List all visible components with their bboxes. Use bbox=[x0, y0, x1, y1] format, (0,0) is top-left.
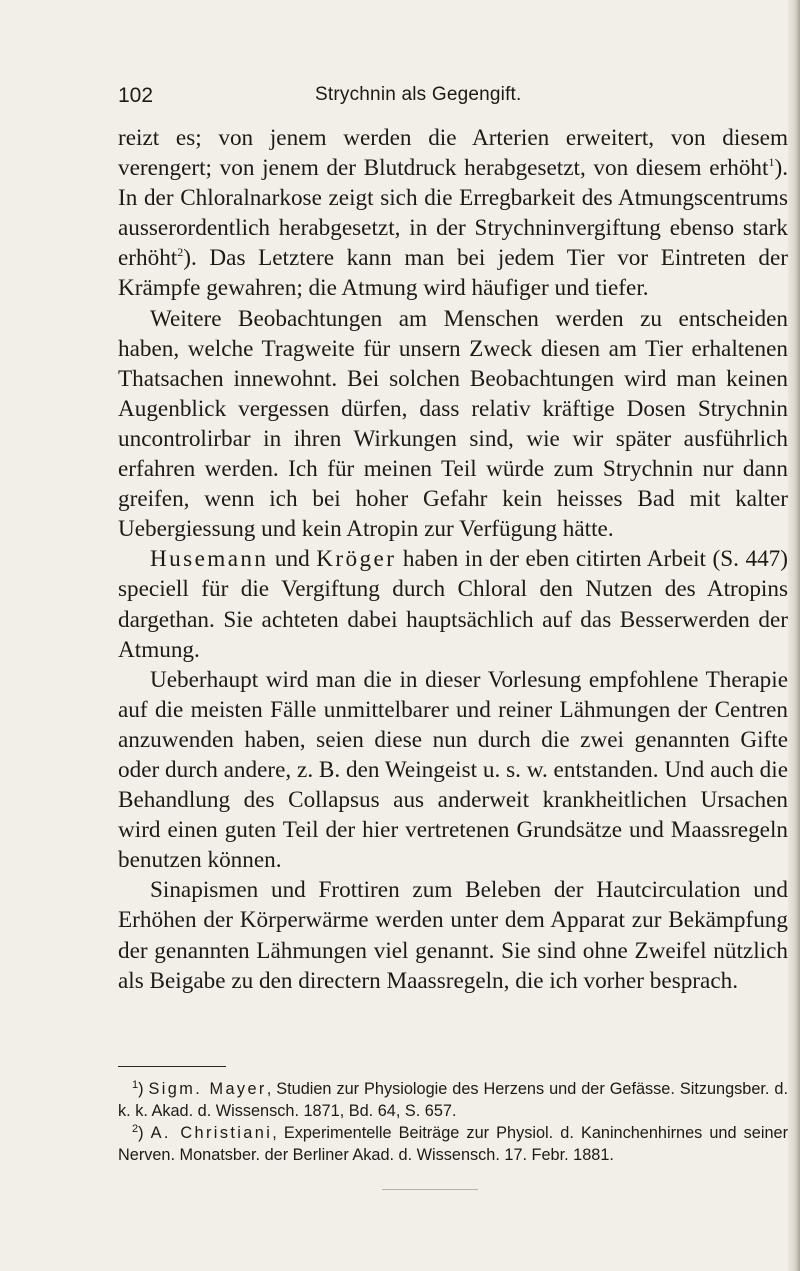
page-header bbox=[118, 84, 788, 110]
author-name-kroeger: Kröger bbox=[316, 546, 397, 573]
footnote-ref-2: 2 bbox=[177, 245, 184, 260]
paragraph-1-text-a: reizt es; von jenem werden die Arterien erweitert, von diesem verengert; von jenem der Blutdruck herabgesetzt, von diesem erhöht bbox=[118, 125, 788, 182]
paragraph-3 bbox=[118, 544, 788, 664]
footnote-2-author: A. Christiani bbox=[150, 1124, 273, 1142]
footnote-1-mark: 1 bbox=[132, 1079, 139, 1091]
paragraph-1-text-c: ). Das Letztere kann man bei jedem Tier vor Eintreten der Krämpfe gewahren; die Atmung wird häufiger und tiefer. bbox=[118, 245, 788, 302]
footnote-1: $^1$) Sigm. Mayer, Studien zur Physiologie des Herzens und der Gefässe. Sitzungsber. d. k. k. Akad. d. Wissensch. 1871, Bd. 64, S. 657. bbox=[118, 1079, 789, 1120]
footnote-2: $^2$) A. Christiani, Experimentelle Beiträge zur Physiol. d. Kaninchenhirnes und seiner Nerven. Monatsber. der Berliner Akad. d. Wissensch. 17. Febr. 1881. bbox=[118, 1123, 789, 1164]
paragraph-1 bbox=[118, 123, 788, 304]
paragraph-1-text-b: ). In der Chloralnarkose zeigt sich die Erregbarkeit des Atmungscentrums ausserordentlich herabgesetzt, in der Strychninvergiftung ebenso stark erhöht bbox=[118, 155, 788, 272]
footnote-1-text: , Studien zur Physiologie des Herzens und der Gefässe. Sitzungsber. d. k. k. Akad. d. Wissensch. 1871, Bd. 64, S. 657. bbox=[118, 1080, 789, 1120]
paragraph-2: Weitere Beobachtungen am Menschen werden zu entscheiden haben, welche Tragweite für unsern Zweck diesen am Tier erhaltenen Thatsachen innewohnt. Bei solchen Beobachtungen wird man keinen Augenblick vergessen dürfen, dass relativ kräftige Dosen Strychnin uncontrolirbar in ihren Wirkungen sind, wie wir später ausführlich erfahren werden. Ich für meinen Teil würde zum Strychnin nur dann greifen, wenn ich bei hoher Gefahr kein heisses Bad mit kalter Uebergiessung und kein Atropin zur Verfügung hätte. bbox=[118, 305, 788, 543]
footnote-2-mark: 2 bbox=[132, 1123, 139, 1135]
bottom-divider bbox=[382, 1189, 478, 1190]
footnote-divider bbox=[118, 1066, 226, 1067]
footnote-2-text: , Experimentelle Beiträge zur Physiol. d. Kaninchenhirnes und seiner Nerven. Monatsber. der Berliner Akad. d. Wissensch. 17. Febr. 1881. bbox=[118, 1124, 789, 1164]
running-title: Strychnin als Gegengift. bbox=[315, 84, 522, 105]
footnotes bbox=[118, 1078, 788, 1166]
body-text bbox=[118, 123, 788, 996]
footnote-1-author: Sigm. Mayer bbox=[148, 1080, 267, 1098]
paragraph-5: Sinapismen und Frottiren zum Beleben der Hautcirculation und Erhöhen der Körperwärme werden unter dem Apparat zur Bekämpfung der genannten Lähmungen viel genannt. Sie sind ohne Zweifel nützlich als Beigabe zu den directern Maassregeln, die ich vorher besprach. bbox=[118, 877, 788, 994]
paragraph-3-text-a: und bbox=[268, 546, 317, 573]
author-name-husemann: Husemann bbox=[150, 546, 269, 573]
page-number: 102 bbox=[118, 84, 154, 107]
page-edge-shadow bbox=[788, 0, 800, 1271]
paragraph-4: Ueberhaupt wird man die in dieser Vorlesung empfohlene Therapie auf die meisten Fälle unmittelbarer und reiner Lähmungen der Centren anzuwenden haben, seien diese nun durch die zwei genannten Gifte oder durch andere, z. B. den Weingeist u. s. w. entstanden. Und auch die Behandlung des Collapsus aus anderweit krankheitlichen Ursachen wird einen guten Teil der hier vertretenen Grundsätze und Maassregeln benutzen können. bbox=[118, 666, 788, 874]
paragraph-3-text-b: haben in der eben citirten Arbeit (S. 447) speciell für die Vergiftung durch Chloral den Nutzen des Atropins dargethan. Sie achteten dabei hauptsächlich auf das Besserwerden der Atmung. bbox=[118, 546, 788, 663]
footnote-ref-1: 1 bbox=[768, 155, 775, 170]
